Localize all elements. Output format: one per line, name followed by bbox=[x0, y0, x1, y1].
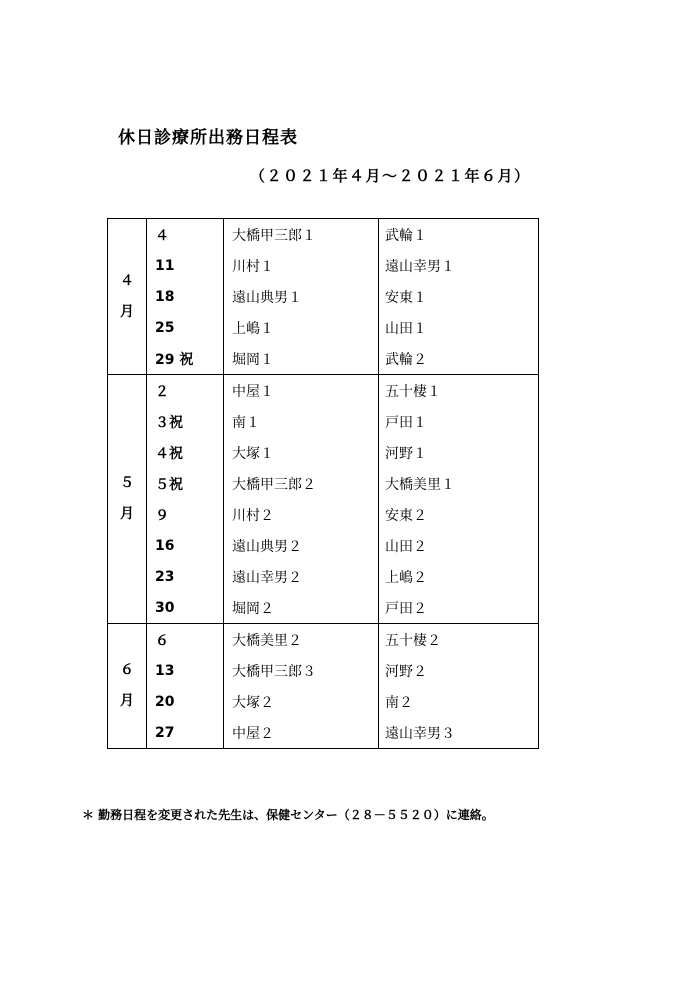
date-cell: 30 bbox=[147, 592, 224, 624]
table-row bbox=[108, 375, 539, 407]
date-cell: ２ bbox=[147, 375, 224, 407]
doctor-cell-secondary: 安東１ bbox=[379, 281, 539, 312]
doctor-cell-primary: 大橋甲三郎１ bbox=[224, 219, 379, 251]
table-row bbox=[108, 219, 539, 251]
doctor-cell-primary: 大塚１ bbox=[224, 437, 379, 468]
doctor-cell-primary: 遠山典男１ bbox=[224, 281, 379, 312]
doctor-cell-primary: 南１ bbox=[224, 406, 379, 437]
doctor-cell-primary: 上嶋１ bbox=[224, 312, 379, 343]
doctor-cell-secondary: 遠山幸男３ bbox=[379, 717, 539, 749]
doctor-cell-primary: 堀岡２ bbox=[224, 592, 379, 624]
date-cell: ４ bbox=[147, 219, 224, 251]
doctor-cell-secondary: 戸田１ bbox=[379, 406, 539, 437]
date-cell: 16 bbox=[147, 530, 224, 561]
doctor-cell-primary: 堀岡１ bbox=[224, 343, 379, 375]
table-row bbox=[108, 406, 539, 437]
table-row bbox=[108, 686, 539, 717]
date-cell: 20 bbox=[147, 686, 224, 717]
date-cell: ５祝 bbox=[147, 468, 224, 499]
table-row bbox=[108, 250, 539, 281]
doctor-cell-secondary: 遠山幸男１ bbox=[379, 250, 539, 281]
month-label-char: ４ bbox=[120, 272, 134, 289]
doctor-cell-primary: 中屋１ bbox=[224, 375, 379, 407]
month-label bbox=[108, 624, 147, 749]
schedule-table-body bbox=[108, 219, 539, 749]
date-cell: 11 bbox=[147, 250, 224, 281]
date-cell: 27 bbox=[147, 717, 224, 749]
date-cell: ９ bbox=[147, 499, 224, 530]
month-label-char: 月 bbox=[120, 303, 134, 320]
month-label-char: ５ bbox=[120, 475, 134, 491]
date-cell: 25 bbox=[147, 312, 224, 343]
table-row bbox=[108, 281, 539, 312]
doctor-cell-secondary: 上嶋２ bbox=[379, 561, 539, 592]
doctor-cell-primary: 中屋２ bbox=[224, 717, 379, 749]
doctor-cell-secondary: 五十棲１ bbox=[379, 375, 539, 407]
doctor-cell-secondary: 河野２ bbox=[379, 655, 539, 686]
doctor-cell-secondary: 南２ bbox=[379, 686, 539, 717]
doctor-cell-secondary: 武輪２ bbox=[379, 343, 539, 375]
footnote: ＊ 勤務日程を変更された先生は、保健センター（２８－５５２０）に連絡。 bbox=[82, 808, 494, 822]
table-row bbox=[108, 312, 539, 343]
doctor-cell-primary: 川村２ bbox=[224, 499, 379, 530]
doctor-cell-primary: 大橋甲三郎２ bbox=[224, 468, 379, 499]
table-row bbox=[108, 343, 539, 375]
date-cell: 13 bbox=[147, 655, 224, 686]
table-row bbox=[108, 468, 539, 499]
table-row bbox=[108, 592, 539, 624]
document-title: 休日診療所出務日程表 bbox=[118, 128, 298, 148]
table-row bbox=[108, 655, 539, 686]
table-row bbox=[108, 499, 539, 530]
date-cell: 29 祝 bbox=[147, 343, 224, 375]
month-label-char: 月 bbox=[120, 506, 134, 522]
doctor-cell-secondary: 五十棲２ bbox=[379, 624, 539, 656]
date-cell: 23 bbox=[147, 561, 224, 592]
doctor-cell-secondary: 安東２ bbox=[379, 499, 539, 530]
table-row bbox=[108, 717, 539, 749]
doctor-cell-secondary: 山田１ bbox=[379, 312, 539, 343]
month-label bbox=[108, 375, 147, 624]
doctor-cell-primary: 遠山幸男２ bbox=[224, 561, 379, 592]
date-cell: ６ bbox=[147, 624, 224, 656]
schedule-period: （２０２１年４月～２０２１年６月） bbox=[250, 167, 531, 185]
table-row bbox=[108, 624, 539, 656]
table-row bbox=[108, 530, 539, 561]
doctor-cell-primary: 大塚２ bbox=[224, 686, 379, 717]
month-label-char: 月 bbox=[120, 693, 134, 709]
doctor-cell-secondary: 大橋美里１ bbox=[379, 468, 539, 499]
month-label bbox=[108, 219, 147, 375]
doctor-cell-primary: 大橋美里２ bbox=[224, 624, 379, 656]
doctor-cell-primary: 大橋甲三郎３ bbox=[224, 655, 379, 686]
doctor-cell-primary: 遠山典男２ bbox=[224, 530, 379, 561]
month-label-char: ６ bbox=[120, 662, 134, 678]
doctor-cell-secondary: 戸田２ bbox=[379, 592, 539, 624]
doctor-cell-secondary: 山田２ bbox=[379, 530, 539, 561]
date-cell: ３祝 bbox=[147, 406, 224, 437]
doctor-cell-secondary: 武輪１ bbox=[379, 219, 539, 251]
doctor-cell-secondary: 河野１ bbox=[379, 437, 539, 468]
schedule-table bbox=[107, 218, 539, 749]
doctor-cell-primary: 川村１ bbox=[224, 250, 379, 281]
table-row bbox=[108, 437, 539, 468]
table-row bbox=[108, 561, 539, 592]
date-cell: 18 bbox=[147, 281, 224, 312]
date-cell: ４祝 bbox=[147, 437, 224, 468]
